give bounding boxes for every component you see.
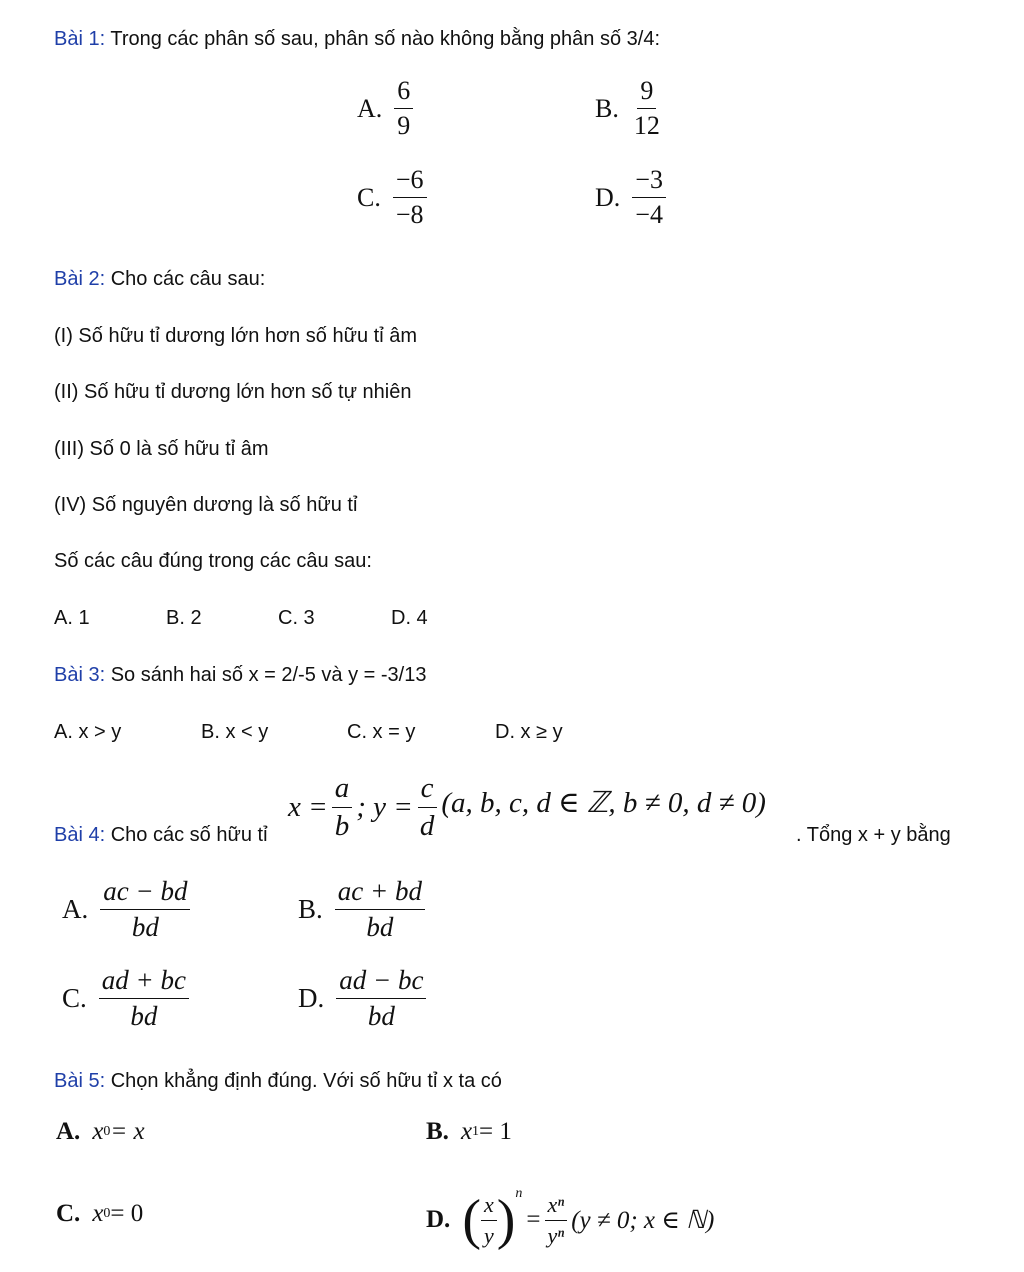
q3-option-a[interactable]: A. x > y [54,721,122,743]
q5-option-d[interactable] [426,1182,714,1258]
q4-option-a-label: A. [62,894,89,924]
q1-option-a-den: 9 [397,111,411,140]
q2-statement-4: (IV) Số nguyên dương là số hữu tỉ [54,494,358,516]
q2-text: Cho các câu sau: [105,268,266,290]
q5-option-a-exp: 0 [103,1124,111,1139]
q4-option-c-den: bd [130,1001,158,1031]
q5-option-b[interactable] [426,1118,512,1146]
q5-option-d-rparen: ) [496,1189,516,1251]
q4-option-b-den: bd [366,912,394,942]
q5-option-d-exp: n [515,1186,523,1201]
q2-statement-2: (II) Số hữu tỉ dương lớn hơn số tự nhiên [54,381,412,403]
q1-option-c-num: −6 [393,165,427,198]
q1-option-b-label: B. [595,93,619,123]
q4-option-a-num: ac − bd [100,876,190,910]
q4-formula-x: x = [288,791,328,823]
q3-text: So sánh hai số x = 2/-5 và y = -3/13 [105,664,427,686]
q4-text: Cho các số hữu tỉ [105,824,268,846]
q4-formula-condition: (a, b, c, d ∈ ℤ, b ≠ 0, d ≠ 0) [441,787,766,819]
q5-option-a-base: x [92,1118,104,1145]
q5-option-c-rhs: = 0 [110,1200,144,1227]
q4-option-d-den: bd [367,1001,395,1031]
q4-formula-d: d [419,810,435,842]
q4-option-c-label: C. [62,983,87,1013]
q5-heading [54,1070,502,1093]
q5-option-b-base: x [460,1118,473,1145]
q1-option-d-num: −3 [632,165,666,198]
q5-option-b-rhs: = 1 [479,1118,512,1145]
q1-option-b[interactable] [595,76,663,141]
q2-statement-3: (III) Số 0 là số hữu tỉ âm [54,438,269,460]
q5-option-c[interactable] [56,1200,143,1228]
q1-heading [54,28,660,51]
q2-option-d[interactable]: D. 4 [391,607,428,629]
q4-option-c-num: ad + bc [99,965,189,999]
q1-option-d-label: D. [595,182,621,212]
q5-option-d-rhs-num: xⁿ [545,1192,568,1221]
q1-option-a[interactable] [357,76,413,141]
q2-question: Số các câu đúng trong các câu sau: [54,550,372,572]
q2-option-a[interactable]: A. 1 [54,607,90,629]
q4-prefix: Bài 4: [54,824,106,846]
q3-option-c[interactable]: C. x = y [347,721,416,743]
q5-option-d-frac-num: x [481,1192,497,1221]
q5-prefix: Bài 5: [54,1070,106,1092]
q4-formula-a: a [332,772,353,808]
q1-option-a-num: 6 [394,76,413,109]
q3-option-d[interactable]: D. x ≥ y [495,721,563,743]
q2-option-c[interactable]: C. 3 [278,607,315,629]
q4-formula-sep: ; y = [356,791,413,823]
q5-option-c-exp: 0 [103,1206,111,1221]
q2-heading [54,268,265,291]
q4-option-d-label: D. [298,983,325,1013]
q4-formula [288,772,766,843]
q1-prefix: Bài 1: [54,28,106,50]
q5-option-d-equals: = [526,1206,541,1233]
q1-option-d-den: −4 [635,200,663,229]
q1-option-b-num: 9 [637,76,656,109]
q3-prefix: Bài 3: [54,664,106,686]
q1-text: Trong các phân số sau, phân số nào không bằng phân số 3/4: [105,28,661,50]
q2-statement-1: (I) Số hữu tỉ dương lớn hơn số hữu tỉ âm [54,325,417,347]
q5-option-d-rhs-den: yⁿ [547,1222,565,1248]
q4-formula-c: c [418,772,437,808]
q1-option-b-den: 12 [633,111,660,140]
q4-heading [54,824,268,847]
q1-option-a-label: A. [357,93,383,123]
q4-option-a-den: bd [131,912,159,942]
q5-text: Chọn khẳng định đúng. Với số hữu tỉ x ta có [105,1070,502,1092]
q5-option-d-label: D. [426,1206,451,1233]
q1-option-c[interactable] [357,165,427,230]
q1-option-d[interactable] [595,165,666,230]
q5-option-a[interactable] [56,1118,145,1146]
q4-suffix: . Tổng x + y bằng [796,824,951,846]
q5-option-d-frac-den: y [483,1222,494,1248]
q4-option-a[interactable] [62,876,190,943]
q5-option-d-lparen: ( [462,1189,481,1251]
q4-option-d[interactable] [298,965,426,1032]
q1-option-c-den: −8 [395,200,424,229]
q5-option-b-exp: 1 [472,1124,480,1139]
q5-option-d-condition: (y ≠ 0; x ∈ ℕ) [571,1207,715,1234]
q5-option-a-rhs: = x [110,1118,145,1145]
q5-option-b-label: B. [426,1118,449,1145]
q4-option-b[interactable] [298,876,425,943]
q2-prefix: Bài 2: [54,268,106,290]
q3-option-b[interactable]: B. x < y [201,721,269,743]
q5-option-a-label: A. [56,1118,81,1145]
q5-option-c-label: C. [56,1200,81,1227]
q4-option-d-num: ad − bc [336,965,426,999]
q1-option-c-label: C. [357,182,381,212]
q2-option-b[interactable]: B. 2 [166,607,202,629]
q4-option-b-num: ac + bd [335,876,425,910]
q4-option-c[interactable] [62,965,189,1032]
q4-option-b-label: B. [298,894,323,924]
q3-heading [54,664,426,687]
q5-option-c-base: x [92,1200,104,1227]
q4-formula-b: b [334,810,350,842]
